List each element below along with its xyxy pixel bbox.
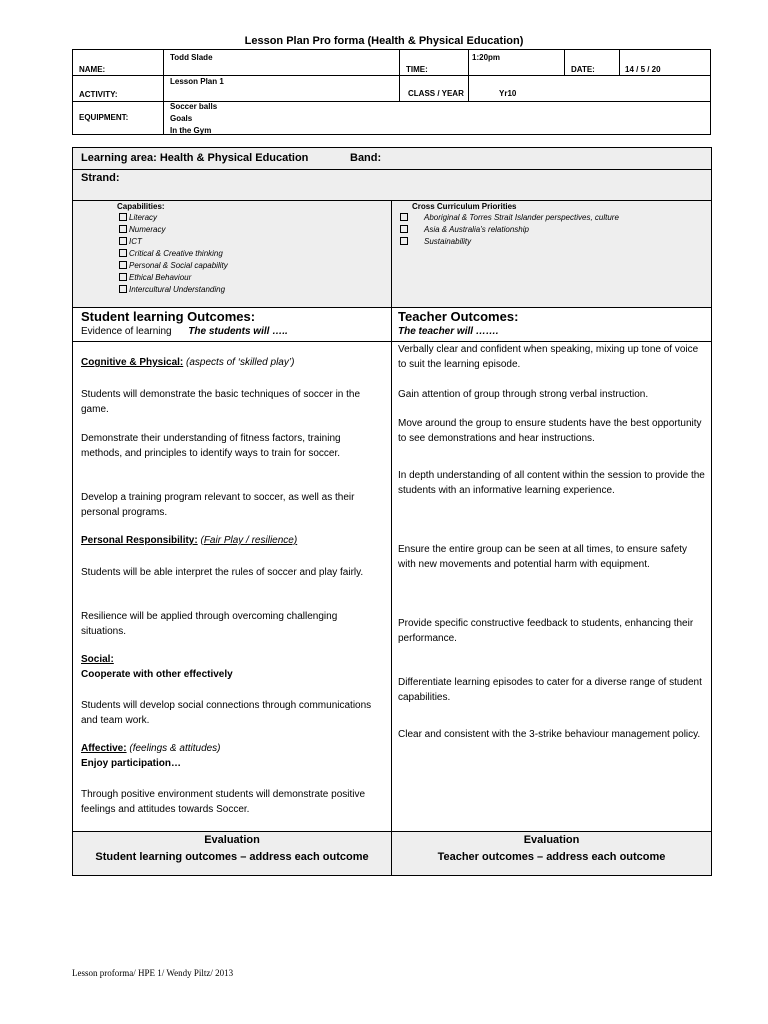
capability-item: Ethical Behaviour xyxy=(119,272,228,284)
activity-value: Lesson Plan 1 xyxy=(170,77,224,86)
equipment-label: EQUIPMENT: xyxy=(79,113,129,122)
checkbox-icon xyxy=(119,237,127,245)
ccp-item: Aboriginal & Torres Strait Islander perspectives, culture xyxy=(400,212,619,224)
teacher-outcome-text: Gain attention of group through strong verbal instruction. xyxy=(398,389,649,400)
teacher-outcome-text: Verbally clear and confident when speaking, mixing up tone of voice to suit the learning episode. xyxy=(398,344,699,370)
time-value: 1:20pm xyxy=(472,53,501,62)
learning-area-label: Learning area: Health & Physical Education xyxy=(81,152,309,164)
teacher-outcomes-heading: Teacher Outcomes: xyxy=(398,309,519,324)
capability-item: Intercultural Understanding xyxy=(119,284,228,296)
document-title: Lesson Plan Pro forma (Health & Physical Education) xyxy=(244,35,524,47)
teacher-outcomes-sub: The teacher will ……. xyxy=(398,326,499,337)
checkbox-icon xyxy=(119,225,127,233)
student-outcomes-heading: Student learning Outcomes: xyxy=(81,309,256,324)
student-outcome-text: Demonstrate their understanding of fitness factors, training methods, and principles to identify ways to train for soccer. xyxy=(81,433,341,459)
name-value: Todd Slade xyxy=(170,53,213,62)
checkbox-icon xyxy=(119,285,127,293)
student-evaluation: Evaluation Student learning outcomes – address each outcome xyxy=(95,834,369,863)
student-outcome-text: Develop a training program relevant to soccer, as well as their personal programs. xyxy=(81,492,355,518)
checkbox-icon xyxy=(119,213,127,221)
ccp-list xyxy=(400,212,619,248)
teacher-outcome-text: Clear and consistent with the 3-strike behaviour management policy. xyxy=(398,729,701,740)
capability-item: ICT xyxy=(119,236,228,248)
capability-item: Critical & Creative thinking xyxy=(119,248,228,260)
teacher-evaluation: Evaluation Teacher outcomes – address each outcome xyxy=(437,834,666,863)
strand-label: Strand: xyxy=(81,172,120,184)
student-outcome-text: Resilience will be applied through overcoming challenging situations. xyxy=(81,611,338,637)
checkbox-icon xyxy=(119,273,127,281)
checkbox-icon xyxy=(119,261,127,269)
header-table xyxy=(72,49,711,135)
cognitive-heading: Cognitive & Physical: (aspects of ‘skilled play’) xyxy=(81,357,295,368)
teacher-outcome-text: Differentiate learning episodes to cater for a diverse range of student capabilities. xyxy=(398,677,702,703)
checkbox-icon xyxy=(400,237,408,245)
ccp-item: Asia & Australia’s relationship xyxy=(400,224,619,236)
equipment-item: In the Gym xyxy=(170,126,212,135)
affective-heading: Affective: (feelings & attitudes) xyxy=(81,743,221,754)
main-table xyxy=(72,147,712,876)
band-label: Band: xyxy=(350,152,382,164)
teacher-outcome-text: Ensure the entire group can be seen at all times, to ensure safety with new movements and potential harm with equipment. xyxy=(398,544,688,570)
personal-heading: Personal Responsibility: (Fair Play / resilience) xyxy=(81,535,298,546)
date-value: 14 / 5 / 20 xyxy=(625,65,661,74)
capabilities-list xyxy=(119,212,228,296)
teacher-outcome-text: In depth understanding of all content within the session to provide the students with an informative learning experience. xyxy=(398,470,705,496)
checkbox-icon xyxy=(400,213,408,221)
student-outcome-text: Students will be able interpret the rules of soccer and play fairly. xyxy=(81,567,364,578)
class-year-label: CLASS / YEAR xyxy=(408,89,464,98)
student-outcome-text: Through positive environment students will demonstrate positive feelings and attitudes towards Soccer. xyxy=(81,789,366,815)
teacher-outcome-text: Move around the group to ensure students have the best opportunity to see demonstrations and hear instructions. xyxy=(398,418,702,444)
capability-item: Literacy xyxy=(119,212,228,224)
date-label: DATE: xyxy=(571,65,595,74)
name-label: NAME: xyxy=(79,65,106,74)
footer-text: Lesson proforma/ HPE 1/ Wendy Piltz/ 2013 xyxy=(72,968,234,978)
capability-item: Numeracy xyxy=(119,224,228,236)
equipment-item: Soccer balls xyxy=(170,102,218,111)
activity-label: ACTIVITY: xyxy=(79,90,118,99)
student-outcomes-sub: Evidence of learning The students will ….. xyxy=(81,326,288,337)
capability-item: Personal & Social capability xyxy=(119,260,228,272)
checkbox-icon xyxy=(400,225,408,233)
class-year-value: Yr10 xyxy=(499,89,517,98)
checkbox-icon xyxy=(119,249,127,257)
student-outcome-text: Students will demonstrate the basic techniques of soccer in the game. xyxy=(81,389,361,415)
social-heading: Social: xyxy=(81,654,114,665)
social-subheading: Cooperate with other effectively xyxy=(81,669,233,680)
affective-subheading: Enjoy participation… xyxy=(81,758,182,769)
teacher-outcome-text: Provide specific constructive feedback to students, enhancing their performance. xyxy=(398,618,694,644)
equipment-item: Goals xyxy=(170,114,193,123)
capabilities-title: Capabilities: xyxy=(117,202,165,211)
time-label: TIME: xyxy=(406,65,428,74)
ccp-title: Cross Curriculum Priorities xyxy=(412,202,517,211)
equipment-list xyxy=(170,101,217,137)
student-outcome-text: Students will develop social connections through communications and team work. xyxy=(81,700,372,726)
ccp-item: Sustainability xyxy=(400,236,619,248)
